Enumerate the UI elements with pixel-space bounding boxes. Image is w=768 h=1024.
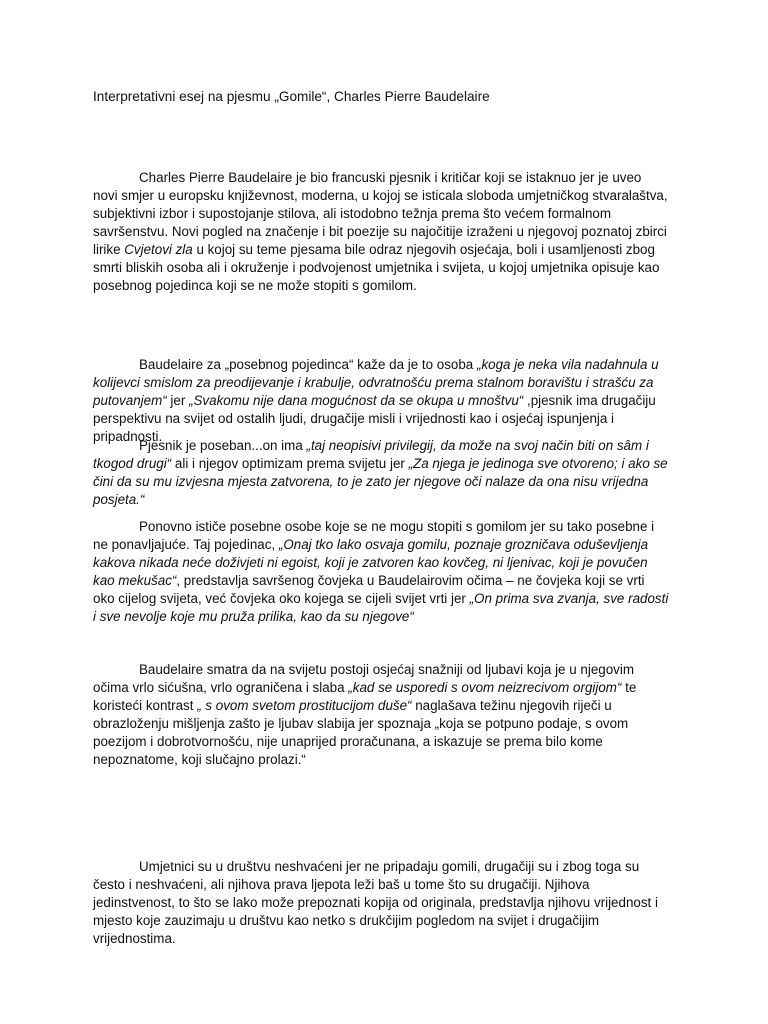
paragraph-6-text-1: Umjetnici su u društvu neshvaćeni jer ne pripadaju gomili, drugačiji su i zbog toga su često i neshvaćeni, ali njihova prava ljepota leži baš u tome što su drugačiji. Njihova jedinstvenost, to što se lako može prepoznati kopija od originala, predstavlja njihovu vrijednost i mjesto koje zauzimaju u društvu kao netko s drukčijim pogledom na svijet i drugačijim vrijednostima.: [93, 859, 658, 946]
paragraph-4-text-2: , predstavlja savršenog čovjeka u Baudelairovim očima – ne čovjeka koji se vrti oko cijelog svijeta, već čovjeka oko kojega se cijeli svijet vrti jer: [93, 573, 645, 606]
paragraph-2: [93, 356, 669, 446]
paragraph-3-text-2: ali i njegov optimizam prema svijetu jer: [171, 456, 409, 471]
paragraph-1: [93, 169, 669, 295]
paragraph-2-italic-1: „koga je neka vila nadahnula u kolijevci smislom za preodijevanje i krabulje, odvratnošću prema stalnom boravištu i strašću za putovanjem“: [93, 357, 659, 408]
paragraph-4-italic-1: „Onaj tko lako osvaja gomilu, poznaje grozničava oduševljenja kakova nikada neće doživjeti ni egoist, koji je zatvoren kao kovčeg, ni ljenivac, koji je povučen kao mekušac“: [93, 537, 649, 588]
paragraph-2-text-1: Baudelaire za „posebnog pojedinca“ kaže da je to osoba: [139, 357, 477, 372]
paragraph-3-italic-2: „Za njega je jedinoga sve otvoreno; i ako se čini da su mu izvjesna mjesta zatvorena, to je zato jer njegove oči nalaze da ona nisu vrijedna posjeta.“: [93, 456, 668, 507]
paragraph-3-italic-1: „taj neopisivi privilegij, da može na svoj način biti on sâm i tkogod drugi“: [93, 438, 649, 471]
paragraph-4: [93, 518, 669, 626]
paragraph-5-italic-1: „kad se usporedi s ovom neizrecivom orgijom“: [348, 680, 622, 695]
paragraph-5: [93, 661, 669, 769]
paragraph-2-text-2: jer: [166, 393, 190, 408]
paragraph-1-text-1: Charles Pierre Baudelaire je bio francuski pjesnik i kritičar koji se istaknuo jer je uveo novi smjer u europsku književnost, moderna, u kojoj se isticala sloboda umjetničkog stvaralaštva, subjektivni izbor i supostojanje stilova, ali istodobno težnja prema što većem formalnom savršenstvu. Novi pogled na značenje i bit poezije su najočitije izraženi u njegovoj poznatoj zbirci lirike: [93, 170, 668, 257]
paragraph-2-text-3: ,pjesnik ima drugačiju perspektivu na svijet od ostalih ljudi, drugačije misli i vrijednosti kao i osjećaj ispunjenja i pripadnosti.: [93, 393, 656, 444]
paragraph-2-italic-2: „Svakomu nije dana mogućnost da se okupa u mnoštvu“: [189, 393, 524, 408]
paragraph-5-italic-2: „ s ovom svetom prostitucijom duše“: [197, 698, 412, 713]
paragraph-3: [93, 437, 669, 509]
paragraph-1-italic-1: Cvjetovi zla: [124, 242, 193, 257]
paragraph-5-text-3: naglašava težinu njegovih riječi u obrazloženju mišljenja zašto je ljubav slabija jer spoznaja „koja se potpuno podaje, s ovom poezijom i dobrotvornošću, nije unaprijed proračunana, a iskazuje se prema bilo kome nepoznatome, koji slučajno prolazi.“: [93, 698, 629, 767]
paragraph-1-text-2: u kojoj su teme pjesama bile odraz njegovih osjećaja, boli i usamljenosti zbog smrti bliskih osoba ali i okruženje i podvojenost umjetnika i svijeta, u kojoj umjetnika opisuje kao posebnog pojedinca koji se ne može stopiti s gomilom.: [93, 242, 660, 293]
paragraph-4-text-1: Ponovno ističe posebne osobe koje se ne mogu stopiti s gomilom jer su tako posebne i ne ponavljajuće. Taj pojedinac,: [93, 519, 655, 552]
paragraph-6: [93, 858, 669, 948]
paragraph-5-text-1: Baudelaire smatra da na svijetu postoji osjećaj snažniji od ljubavi koja je u njegovim očima vrlo sićušna, vrlo ograničena i slaba: [93, 662, 634, 695]
paragraph-4-italic-2: „On prima sva zvanja, sve radosti i sve nevolje koje mu pruža prilika, kao da su njegove“: [93, 591, 669, 624]
paragraph-5-text-2: te koristeći kontrast: [93, 680, 637, 713]
document-title: Interpretativni esej na pjesmu „Gomile“, Charles Pierre Baudelaire: [93, 89, 490, 104]
paragraph-3-text-1: Pjesnik je poseban...on ima: [139, 438, 307, 453]
